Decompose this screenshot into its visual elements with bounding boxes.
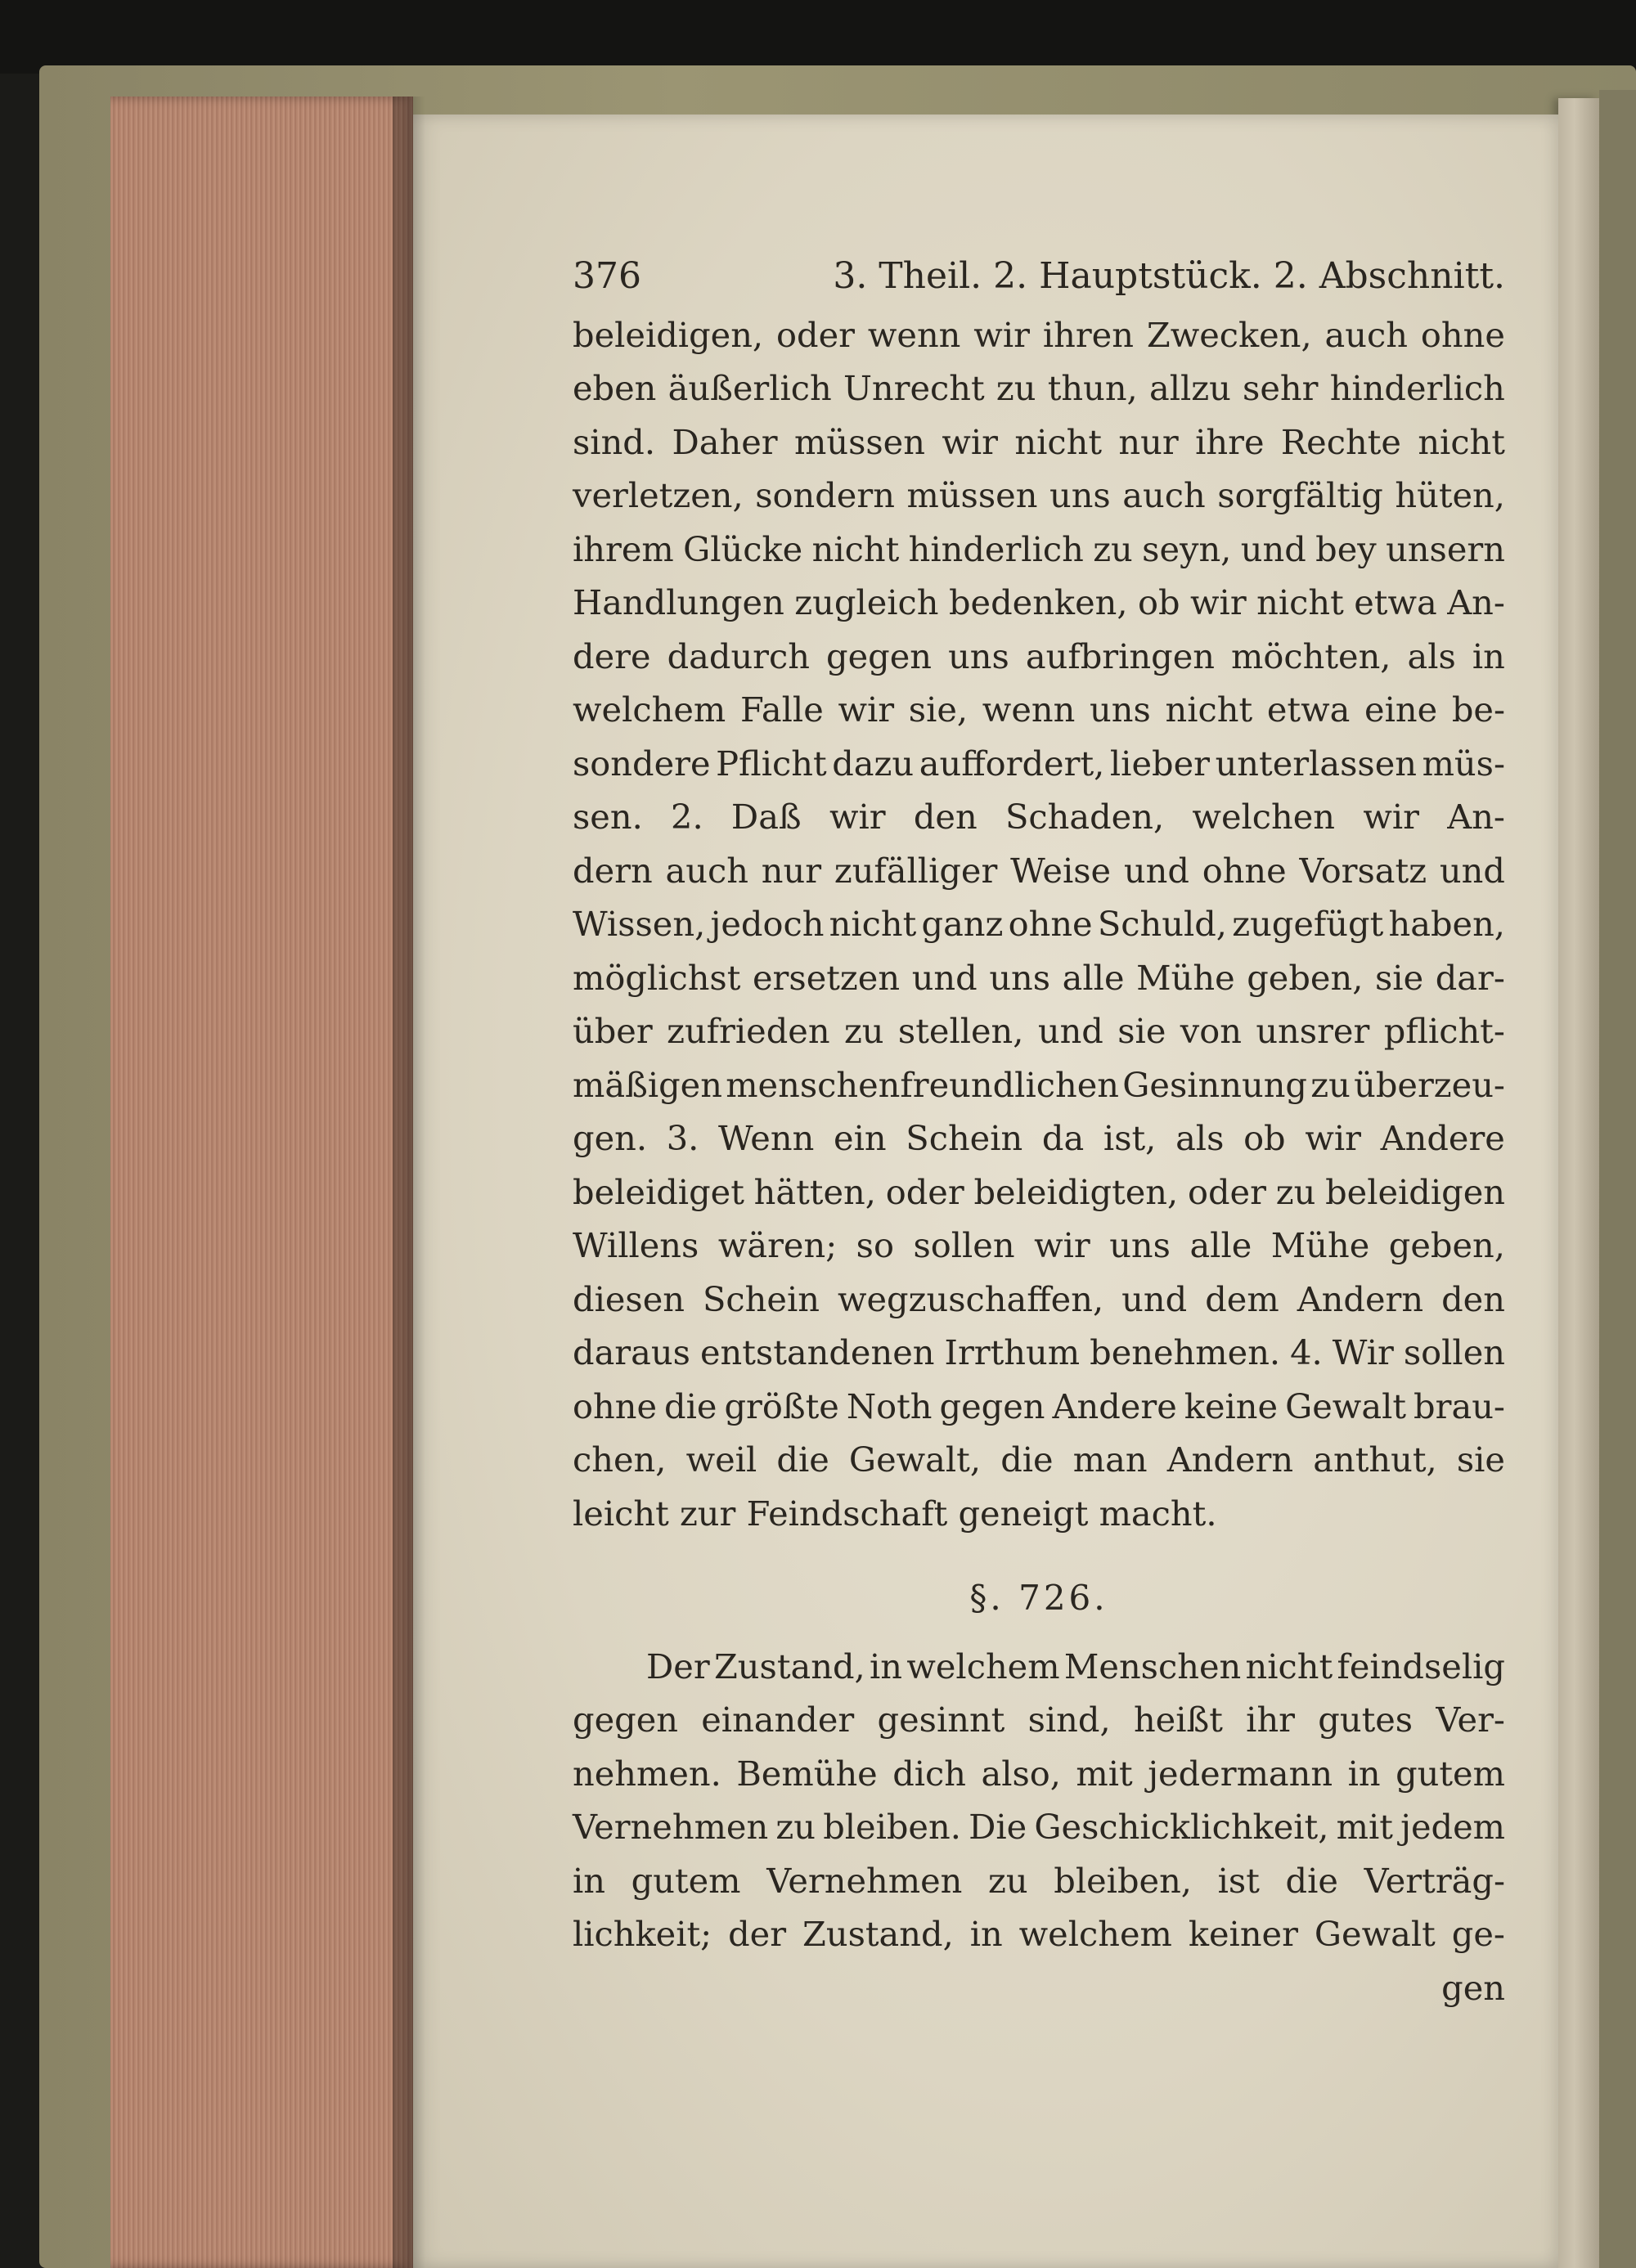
word: ersetzen [753,957,901,998]
word: sie [1375,957,1424,998]
word: dern [573,850,653,891]
word: keine [1184,1386,1279,1426]
word: sie [1117,1011,1166,1051]
word: zu [1093,528,1133,569]
word: in [573,1860,606,1901]
word: wir [1305,1118,1361,1158]
word: mäßigen [573,1064,722,1105]
word: feindselig [1337,1646,1505,1686]
word: müssen [793,421,925,462]
right-page-edge [1558,98,1599,2268]
word: ob [1138,582,1180,622]
word: zugefügt [1232,904,1384,944]
word: Glücke [683,528,803,569]
right-cover [1599,90,1636,2268]
word: haben, [1388,904,1505,944]
word: Andere [1380,1118,1505,1158]
word: lichkeit; [573,1914,712,1954]
word: jedoch [710,904,825,944]
word: daraus [573,1332,690,1372]
word: uns [989,957,1051,998]
word: Zustand, [713,1646,865,1686]
word: ihre [1195,421,1265,462]
word: gutem [631,1860,741,1901]
text-line [573,308,1505,362]
word: wir [973,314,1030,355]
section-line [573,1854,1505,1908]
word: Gesinnung [1122,1064,1307,1105]
word: dadurch [667,635,810,676]
word: zu [775,1807,816,1847]
word: eine [1364,689,1438,730]
word: gegen [573,1700,678,1740]
word: Vorsatz [1299,850,1427,891]
word: benehmen. [1090,1332,1281,1372]
word: sollen [1403,1332,1505,1372]
word: Rechte [1280,421,1401,462]
word: nur [761,850,822,891]
section-line [573,1640,1505,1694]
text-line [573,362,1505,415]
text-line [573,951,1505,1005]
word: beleidigen [1325,1171,1505,1212]
word: welchem [906,1646,1060,1686]
word: wären; [717,1225,838,1265]
word: zu [996,368,1036,408]
word: entstandenen [699,1332,935,1372]
word: uns [1109,1225,1171,1265]
word: also, [981,1753,1061,1794]
word: Mühe [1270,1225,1370,1265]
word: geben, [1388,1225,1505,1265]
text-line [573,790,1505,844]
word: gutem [1396,1753,1505,1794]
word: Geschicklichkeit, [1034,1807,1329,1847]
word: diesen [573,1278,685,1319]
word: welchem [1018,1914,1172,1954]
word: Mühe [1136,957,1235,998]
word: zugleich [794,582,939,622]
word: An- [1447,797,1505,837]
word: wenn [982,689,1076,730]
text-line [573,1273,1505,1327]
word: lieber [1109,743,1210,784]
word: sondere [573,743,711,784]
word: dere [573,635,651,676]
word: wir [1034,1225,1090,1265]
word: Gewalt [1285,1386,1407,1426]
word: Der [646,1646,710,1686]
word: wir [1363,797,1419,837]
word: so [856,1225,894,1265]
word: Pflicht [716,743,827,784]
word: ob [1243,1118,1286,1158]
word: auch [665,850,748,891]
word: Andere [1052,1386,1177,1426]
word: bedenken, [948,582,1128,622]
word: oder [885,1171,964,1212]
word: bleiben. [823,1807,961,1847]
text-line [573,415,1505,469]
word: überzeu- [1354,1064,1505,1105]
word: oder [1188,1171,1266,1212]
word: die [1000,1439,1054,1480]
word: ohne [1420,314,1505,355]
page-edges [110,97,413,2268]
word: hätten, [753,1171,876,1212]
word: uns [1090,689,1151,730]
word: zu [843,1011,884,1051]
word: Ver- [1436,1700,1505,1740]
text-line [573,1112,1505,1165]
word: beleidigen, [573,314,764,355]
word: wir [942,421,998,462]
word: hinderlich [1329,368,1505,408]
word: Zwecken, [1146,314,1312,355]
word: und [1240,528,1306,569]
text-line [573,630,1505,684]
word: dem [1205,1278,1279,1319]
text-line [573,844,1505,898]
section-line [573,1800,1505,1854]
catchword: gen [1441,1967,1505,2008]
word: welchem [573,689,726,730]
word: einander [701,1700,855,1740]
word: Bemühe [736,1753,878,1794]
text-line [573,683,1505,737]
word: man [1072,1439,1148,1480]
word: uns [1049,475,1111,515]
word: möchten, [1231,635,1391,676]
word: die [776,1439,829,1480]
word: Andern [1166,1439,1294,1480]
word: sehr [1243,368,1319,408]
word: zu [1310,1064,1351,1105]
word: müssen [906,475,1038,515]
word: hinderlich [908,528,1084,569]
word: Falle [739,689,824,730]
word: zu [1275,1171,1316,1212]
word: Schaden, [1005,797,1165,837]
word: wegzuschaffen, [837,1278,1104,1319]
word: sorgfältig [1217,475,1383,515]
word: müs- [1422,743,1505,784]
text-line [573,1380,1505,1434]
word: auch [1122,475,1206,515]
word: nicht [1418,421,1505,462]
text-line [573,1058,1505,1112]
word: gutes [1318,1700,1414,1740]
word: Daß [730,797,802,837]
word: ohne [1202,850,1287,891]
word: Vernehmen [766,1860,963,1901]
word: heißt [1133,1700,1223,1740]
running-header [573,249,1505,303]
word: als [1407,635,1456,676]
word: den [913,797,978,837]
word: und [1037,1011,1103,1051]
word: sie [1456,1439,1505,1480]
word: aufbringen [1025,635,1215,676]
word: ihren [1042,314,1134,355]
word: der [728,1914,787,1954]
word: thun, [1047,368,1138,408]
word: Zustand, [802,1914,954,1954]
word: Schuld, [1097,904,1227,944]
word: Gewalt, [848,1439,982,1480]
word: alle [1189,1225,1252,1265]
word: alle [1062,957,1125,998]
word: dar- [1435,957,1505,998]
word: dich [892,1753,967,1794]
word: Verträg- [1364,1860,1505,1901]
text-line: leicht zur Feindschaft geneigt macht. [573,1493,1217,1534]
word: in [1472,635,1505,676]
word: nicht [1245,1646,1333,1686]
word: jedermann [1148,1753,1333,1794]
word: Schein [702,1278,820,1319]
word: wenn [867,314,961,355]
word: da [1041,1118,1085,1158]
word: stellen, [897,1011,1024,1051]
word: gesinnt [877,1700,1005,1740]
word: zufrieden [667,1011,830,1051]
word: Handlungen [573,582,784,622]
word: eben [573,368,657,408]
word: unsrer [1256,1011,1370,1051]
word: möglichst [573,957,741,998]
word: ohne [573,1386,658,1426]
background-top [0,0,1636,74]
word: oder [776,314,855,355]
word: welchen [1192,797,1336,837]
word: weil [685,1439,757,1480]
word: ist, [1103,1118,1157,1158]
word: und [1123,850,1189,891]
word: Irrthum [944,1332,1081,1372]
word: hüten, [1395,475,1505,515]
word: bleiben, [1054,1860,1192,1901]
word: größte [724,1386,839,1426]
word: auch [1324,314,1408,355]
word: nicht [1165,689,1253,730]
word: brau- [1414,1386,1505,1426]
word: menschenfreundlichen [726,1064,1119,1105]
word: bey [1315,528,1377,569]
word: Wenn [718,1118,815,1158]
word: Weise [1010,850,1112,891]
word: geben, [1247,957,1364,998]
word: wir [829,797,886,837]
word: chen, [573,1439,667,1480]
word: Andern [1297,1278,1424,1319]
text-line [573,737,1505,791]
word: Unrecht [843,368,985,408]
word: und [911,957,978,998]
word: die [664,1386,717,1426]
text-line [573,576,1505,630]
word: ohne [1008,904,1093,944]
word: dazu [832,743,915,784]
text-line [573,1219,1505,1273]
word: beleidigten, [973,1171,1179,1212]
word: ganz [921,904,1004,944]
word: ist [1217,1860,1260,1901]
text-line [573,1004,1505,1058]
section-line [573,1907,1505,1961]
section-line [573,1693,1505,1747]
word: jedem [1400,1807,1505,1847]
word: Wir [1332,1332,1394,1372]
word: Menschen [1063,1646,1242,1686]
word: gegen [826,635,933,676]
word: sondern [755,475,895,515]
word: sind, [1027,1700,1111,1740]
spine-shadow [393,97,425,2268]
word: die [1285,1860,1338,1901]
text-line [573,469,1505,523]
word: nehmen. [573,1753,721,1794]
word: in [969,1914,1003,1954]
word: verletzen, [573,475,744,515]
word: unsern [1386,528,1505,569]
word: zufälliger [834,850,998,891]
word: pflicht- [1383,1011,1505,1051]
word: nicht [811,528,900,569]
word: etwa [1354,582,1437,622]
word: gegen [939,1386,1045,1426]
running-title: 3. Theil. 2. Hauptstück. 2. Abschnitt. [833,255,1505,297]
word: über [573,1011,653,1051]
word: sen. [573,797,643,837]
word: Vernehmen [573,1807,769,1847]
text-line [573,1433,1505,1487]
text-line [573,897,1505,951]
word: nicht [1014,421,1103,462]
section-heading: §. 726. [969,1578,1108,1618]
word: 3. [666,1118,699,1158]
word: wir [838,689,895,730]
word: von [1180,1011,1242,1051]
word: auffordert, [919,743,1105,784]
word: keiner [1188,1914,1298,1954]
text-line [573,1165,1505,1219]
word: seyn, [1142,528,1232,569]
word: etwa [1266,689,1351,730]
word: Willens [573,1225,699,1265]
word: nur [1118,421,1179,462]
word: in [1347,1753,1381,1794]
word: sie, [908,689,969,730]
text-line [573,1326,1505,1380]
word: Wissen, [573,904,706,944]
section-line [573,1747,1505,1801]
word: nicht [829,904,917,944]
word: ihrem [573,528,674,569]
word: zu [988,1860,1028,1901]
word: ein [834,1118,887,1158]
word: 4. [1290,1332,1323,1372]
word: sollen [913,1225,1015,1265]
word: Die [969,1807,1027,1847]
text-line [573,523,1505,577]
word: Schein [906,1118,1023,1158]
word: in [870,1646,903,1686]
word: ge- [1451,1914,1505,1954]
word: Gewalt [1314,1914,1436,1954]
word: allzu [1148,368,1231,408]
word: uns [948,635,1009,676]
word: gen. [573,1118,648,1158]
word: und [1121,1278,1188,1319]
word: als [1175,1118,1225,1158]
page-text [573,249,1505,2014]
word: äußerlich [667,368,832,408]
word: 2. [671,797,703,837]
word: wir [1190,582,1247,622]
word: Daher [672,421,778,462]
word: den [1441,1278,1505,1319]
word: be- [1451,689,1505,730]
word: Noth [846,1386,933,1426]
word: ihr [1246,1700,1296,1740]
page-number: 376 [573,255,641,297]
word: beleidiget [573,1171,744,1212]
word: und [1439,850,1505,891]
word: anthut, [1313,1439,1437,1480]
word: mit [1336,1807,1393,1847]
word: unterlassen [1215,743,1417,784]
word: nicht [1256,582,1344,622]
word: An- [1447,582,1505,622]
word: sind. [573,421,656,462]
word: mit [1076,1753,1133,1794]
